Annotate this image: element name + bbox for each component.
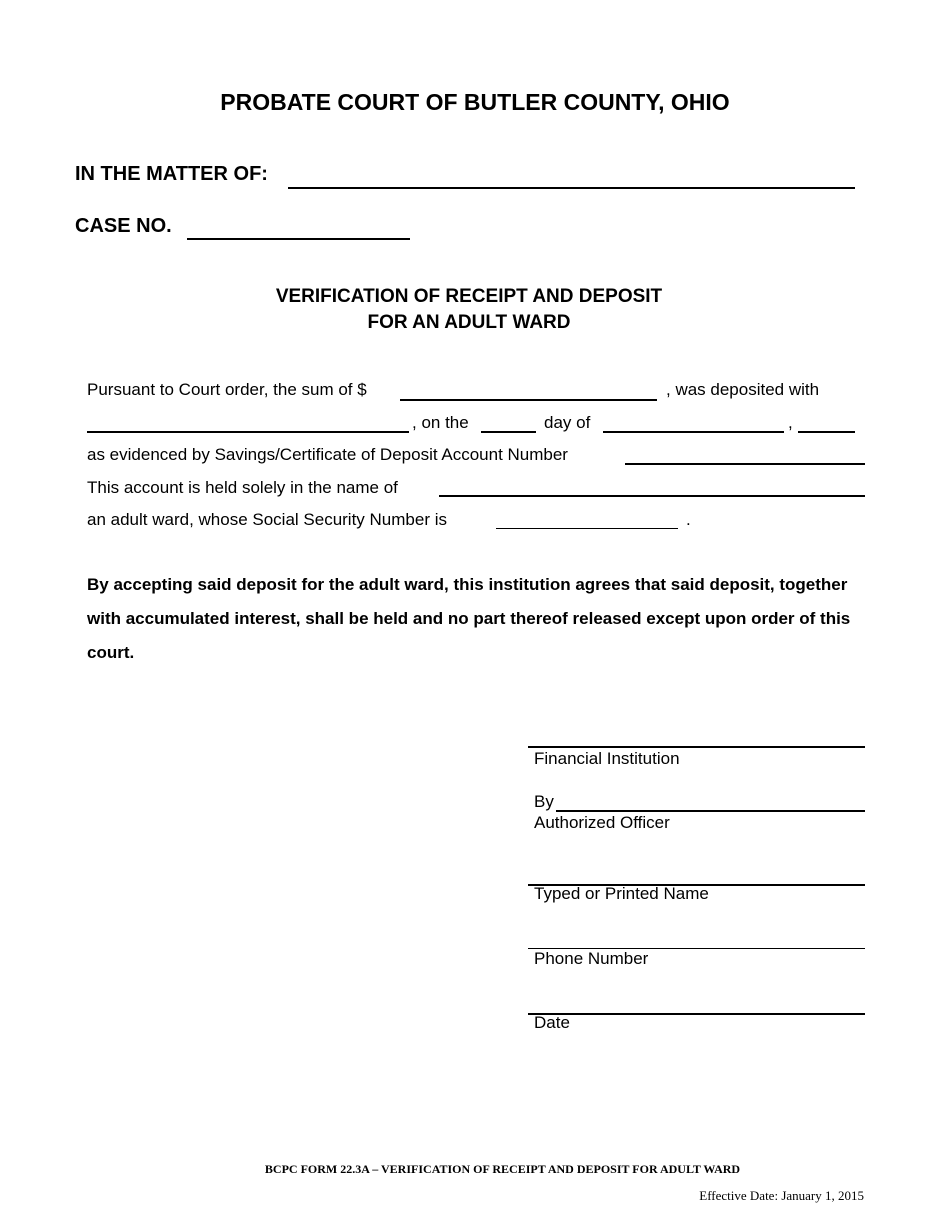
deposited-with-text: , was deposited with (666, 380, 820, 399)
authorized-officer-label: Authorized Officer (534, 813, 670, 832)
day-of-text: day of (544, 413, 591, 432)
agreement-paragraph: By accepting said deposit for the adult ward, this institution agrees that said deposit, together with accumulated interest, shall be held and no part thereof released except upon order of this court. (87, 575, 851, 662)
adult-ward-ssn-text: an adult ward, whose Social Security Number is (87, 510, 447, 529)
form-title-line-1: VERIFICATION OF RECEIPT AND DEPOSIT (275, 286, 663, 307)
typed-name-label: Typed or Printed Name (534, 884, 709, 903)
account-number-field[interactable] (625, 463, 865, 465)
case-number-label: CASE NO. (75, 215, 172, 237)
day-field[interactable] (481, 431, 536, 433)
held-solely-text: This account is held solely in the name of (87, 478, 398, 497)
period-text: . (686, 510, 691, 529)
on-the-text: , on the (412, 413, 469, 432)
form-id-footer: BCPC FORM 22.3A – VERIFICATION OF RECEIPT AND DEPOSIT FOR ADULT WARD (264, 1162, 741, 1176)
by-label: By (534, 792, 554, 811)
year-field[interactable] (798, 431, 855, 433)
comma-text: , (788, 413, 793, 432)
matter-label: IN THE MATTER OF: (75, 163, 268, 185)
phone-number-label: Phone Number (534, 949, 649, 968)
effective-date: Effective Date: January 1, 2015 (699, 1188, 864, 1203)
evidenced-by-text: as evidenced by Savings/Certificate of Deposit Account Number (87, 445, 568, 464)
institution-name-field[interactable] (87, 431, 409, 433)
month-field[interactable] (603, 431, 784, 433)
form-title-line-2: FOR AN ADULT WARD (367, 312, 571, 333)
date-label: Date (534, 1013, 570, 1032)
case-number-field[interactable] (187, 238, 410, 240)
matter-field[interactable] (288, 187, 855, 189)
sum-prefix-text: Pursuant to Court order, the sum of $ (87, 380, 367, 399)
court-title: PROBATE COURT OF BUTLER COUNTY, OHIO (220, 89, 730, 115)
ssn-field[interactable] (496, 528, 678, 529)
authorized-officer-signature-line[interactable] (556, 810, 865, 812)
financial-institution-signature-line[interactable] (528, 746, 865, 748)
date-line[interactable] (528, 1013, 865, 1015)
ward-name-field[interactable] (439, 495, 865, 497)
financial-institution-label: Financial Institution (534, 749, 680, 768)
sum-amount-field[interactable] (400, 399, 657, 401)
